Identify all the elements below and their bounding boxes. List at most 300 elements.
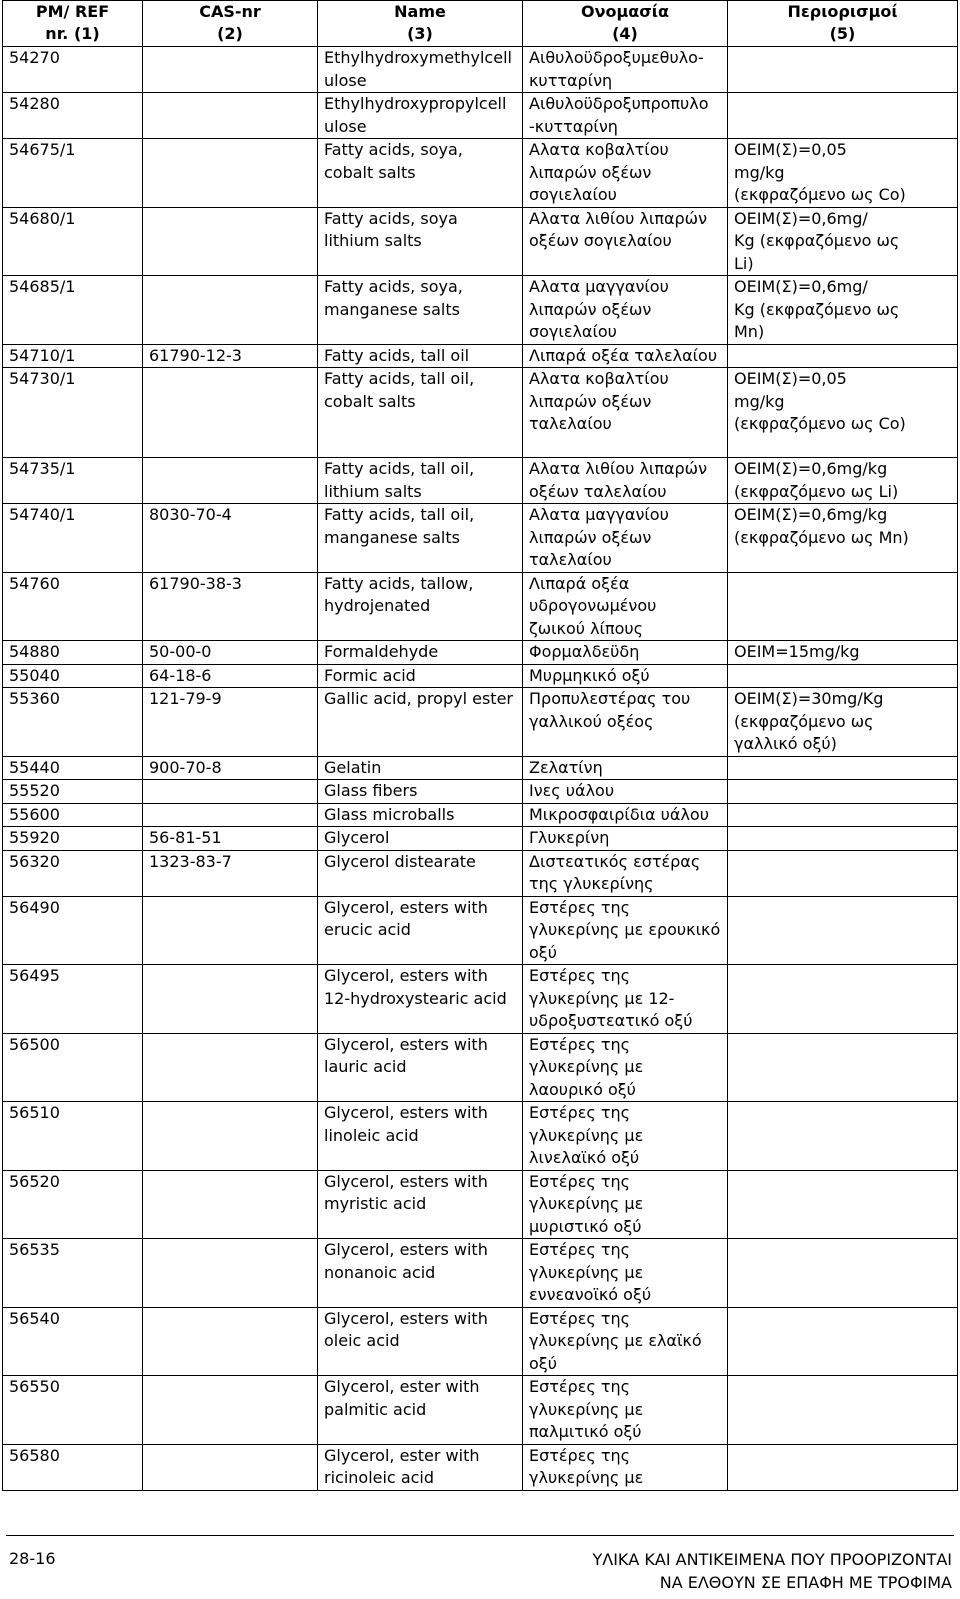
cell-ref [3,1307,143,1376]
cell-name [318,803,523,827]
cell-restriction [728,1376,958,1445]
cell-restriction [728,664,958,688]
cell-name [318,207,523,276]
cell-onomasia-line: ταλελαίου [529,414,612,433]
cell-onomasia-line: γλυκερίνης με [529,1194,644,1213]
cell-ref [3,139,143,208]
cell-restriction [728,1444,958,1490]
cell-cas [143,850,318,896]
cell-restriction [728,1170,958,1239]
cell-ref [3,458,143,504]
cell-restriction-line: γαλλικό οξύ) [734,734,837,753]
cell-cas [143,458,318,504]
cell-ref-line: 54675/1 [9,140,76,159]
cell-onomasia-line: γλυκερίνης με [529,1057,644,1076]
cell-onomasia [523,1307,728,1376]
cell-ref-line: 55520 [9,781,60,800]
cell-name-line: Glycerol, esters with [324,1171,488,1191]
cell-cas [143,780,318,804]
cell-name-line: Glass fibers [324,781,418,800]
cell-ref [3,572,143,641]
cell-name [318,850,523,896]
cell-onomasia-line: Αλατα μαγγανίου [529,277,669,296]
cell-name [318,47,523,93]
cell-cas [143,1033,318,1102]
header-name: Name (3) [318,1,523,47]
cell-name [318,641,523,665]
cell-name-line: ulose [324,70,367,90]
cell-name-line: hydrojenated [324,596,431,615]
table-row [3,965,958,1034]
cell-onomasia-line: Λιπαρά οξέα ταλελαίου [529,345,718,365]
cell-onomasia-line: γλυκερίνης με [529,1399,644,1419]
cell-onomasia-line: Αιθυλοϋδροξυπροπυλο [529,94,709,113]
cell-name-line: Glycerol, esters with [324,1034,488,1054]
cell-ref [3,1170,143,1239]
cell-onomasia-line: Ινες υάλου [529,781,615,800]
cell-ref-line: 56520 [9,1171,60,1191]
cell-restriction-line: Kg (εκφραζόμενο ως [734,299,900,319]
cell-ref-line: 56495 [9,966,60,985]
cell-ref [3,664,143,688]
cell-restriction [728,850,958,896]
cell-restriction-line: mg/kg [734,162,785,182]
cell-cas [143,93,318,139]
cell-restriction [728,756,958,780]
cell-restriction-line: ΟΕΙΜ=15mg/kg [734,642,860,661]
header-restrictions: Περιορισμοί (5) [728,1,958,47]
cell-name-line: Fatty acids, tallow, [324,573,474,593]
cell-name [318,458,523,504]
cell-ref-line: 54685/1 [9,277,76,296]
cell-onomasia-line: Εστέρες της [529,966,630,985]
cell-cas [143,139,318,208]
footer-title-line-1: ΥΛΙΚΑ ΚΑΙ ΑΝΤΙΚΕΙΜΕΝΑ ΠΟΥ ΠΡΟΟΡΙΖΟΝΤΑΙ [592,1550,952,1569]
cell-ref-line: 54740/1 [9,505,76,524]
cell-ref [3,207,143,276]
cell-restriction [728,1239,958,1308]
cell-onomasia-line: Εστέρες της [529,1308,630,1328]
cell-ref-line: 56500 [9,1034,60,1054]
cell-ref-line: 54710/1 [9,345,76,365]
cell-cas [143,803,318,827]
cell-cas [143,207,318,276]
table-row [3,93,958,139]
cell-restriction [728,139,958,208]
cell-restriction [728,47,958,93]
cell-name [318,1033,523,1102]
cell-name-line: Ethylhydroxymethylcell [324,48,512,67]
table-row [3,1239,958,1308]
cell-onomasia-line: Γλυκερίνη [529,828,610,847]
cell-name-line: manganese salts [324,527,460,547]
cell-cas-line: 61790-38-3 [149,573,242,593]
cell-onomasia-line: γαλλικού οξέος [529,711,654,731]
cell-restriction [728,1102,958,1171]
cell-restriction-line: ΟΕΙΜ(Σ)=0,6mg/kg [734,505,888,524]
cell-name [318,1102,523,1171]
cell-ref [3,827,143,851]
cell-ref [3,803,143,827]
cell-name-line: Gelatin [324,757,382,777]
cell-ref-line: 56540 [9,1308,60,1328]
cell-onomasia [523,688,728,757]
cell-cas [143,1376,318,1445]
cell-restriction [728,827,958,851]
cell-onomasia-line: Αλατα κοβαλτίου [529,140,669,159]
footer-divider [6,1535,954,1536]
cell-onomasia-line: Διστεατικός εστέρας [529,851,701,871]
cell-name-line: Glass microballs [324,804,455,824]
cell-ref [3,368,143,458]
cell-name-line: lithium salts [324,481,422,501]
cell-name-line: nonanoic acid [324,1262,436,1282]
table-row [3,139,958,208]
table-row [3,1170,958,1239]
cell-onomasia-line: Εστέρες της [529,1445,630,1465]
cell-name-line: 12-hydroxystearic acid [324,988,507,1008]
cell-ref-line: 56535 [9,1240,60,1259]
cell-onomasia-line: λιπαρών οξέων [529,299,652,319]
cell-ref-line: 56490 [9,897,60,917]
cell-restriction-line: Kg (εκφραζόμενο ως [734,231,900,250]
cell-onomasia [523,47,728,93]
table-row [3,688,958,757]
cell-restriction [728,780,958,804]
cell-name-line: myristic acid [324,1194,427,1213]
cell-name [318,780,523,804]
cell-ref [3,504,143,573]
cell-ref-line: 54880 [9,642,60,661]
cell-restriction [728,504,958,573]
cell-onomasia-line: Εστέρες της [529,1103,630,1122]
cell-ref-line: 54280 [9,94,60,113]
cell-onomasia [523,664,728,688]
cell-ref-line: 55440 [9,757,60,777]
cell-onomasia-line: Αλατα κοβαλτίου [529,369,669,388]
cell-restriction [728,276,958,345]
cell-ref [3,641,143,665]
table-header-row [3,1,958,47]
cell-onomasia-line: γλυκερίνης με 12- [529,988,675,1008]
cell-onomasia-line: γλυκερίνης με ερουκικό [529,920,721,939]
cell-name [318,1170,523,1239]
cell-restriction-line: ΟΕΙΜ(Σ)=0,6mg/kg [734,459,888,478]
cell-restriction [728,1033,958,1102]
cell-ref-line: 56580 [9,1445,60,1465]
cell-restriction-line: mg/kg [734,391,785,411]
table-row [3,1307,958,1376]
cell-onomasia [523,850,728,896]
cell-restriction-line: (εκφραζόμενο ως Co) [734,185,906,204]
cell-name-line: Fatty acids, tall oil [324,345,470,365]
cell-ref-line: 54760 [9,573,60,593]
cell-cas [143,368,318,458]
cell-ref-line: 56320 [9,851,60,871]
cell-onomasia-line: λαουρικό οξύ [529,1079,636,1099]
table-body [3,47,958,1491]
cell-restriction-line: (εκφραζόμενο ως Mn) [734,527,909,547]
cell-onomasia-line: γλυκερίνης με [529,1262,644,1282]
cell-onomasia [523,965,728,1034]
cell-cas [143,1444,318,1490]
cell-name-line: Glycerol, esters with [324,1103,488,1122]
cell-restriction-line: ΟΕΙΜ(Σ)=0,05 [734,140,847,159]
table-row [3,641,958,665]
cell-onomasia-line: οξύ [529,942,557,962]
header-ref: PM/ REF nr. (1) [3,1,143,47]
cell-onomasia [523,827,728,851]
cell-restriction-line: Mn) [734,322,765,341]
table-row [3,756,958,780]
cell-ref [3,1102,143,1171]
header-onomasia: Ονομασία (4) [523,1,728,47]
cell-onomasia [523,803,728,827]
cell-name [318,504,523,573]
cell-cas [143,504,318,573]
cell-restriction [728,1307,958,1376]
cell-ref-line: 56550 [9,1377,60,1396]
cell-cas-line: 56-81-51 [149,828,222,847]
cell-onomasia-line: Ζελατίνη [529,757,603,777]
cell-name [318,896,523,965]
cell-cas [143,756,318,780]
cell-onomasia-line: ταλελαίου [529,550,612,569]
cell-cas-line: 50-00-0 [149,642,212,661]
cell-onomasia [523,1033,728,1102]
cell-name [318,1376,523,1445]
cell-name-line: ulose [324,116,367,136]
cell-restriction [728,896,958,965]
cell-cas-line: 900-70-8 [149,757,222,777]
table-row [3,1444,958,1490]
cell-onomasia-line: Εστέρες της [529,1171,630,1191]
cell-name [318,965,523,1034]
cell-restriction [728,93,958,139]
cell-onomasia [523,1170,728,1239]
cell-name [318,344,523,368]
cell-name [318,1239,523,1308]
table-row [3,896,958,965]
cell-ref [3,896,143,965]
cell-onomasia [523,504,728,573]
cell-restriction-line: ΟΕΙΜ(Σ)=0,6mg/ [734,277,868,296]
cell-name-line: linoleic acid [324,1125,419,1145]
cell-cas [143,572,318,641]
cell-onomasia-line: γλυκερίνης με ελαϊκό [529,1331,702,1350]
cell-name-line: Glycerol, ester with [324,1445,480,1465]
cell-onomasia [523,780,728,804]
cell-name [318,276,523,345]
cell-onomasia [523,641,728,665]
cell-restriction [728,688,958,757]
cell-cas-line: 61790-12-3 [149,345,242,365]
cell-ref-line: 54735/1 [9,459,76,478]
cell-ref [3,1444,143,1490]
cell-onomasia-line: οξέων ταλελαίου [529,481,667,501]
cell-cas [143,1239,318,1308]
cell-restriction-line: (εκφραζόμενο ως Co) [734,414,906,433]
cell-onomasia [523,344,728,368]
cell-onomasia-line: οξέων σογιελαίου [529,231,672,250]
cell-name [318,688,523,757]
cell-onomasia-line: της γλυκερίνης [529,874,654,893]
cell-name-line: Fatty acids, soya, [324,277,463,296]
cell-name [318,756,523,780]
cell-name-line: lithium salts [324,231,422,250]
cell-onomasia-line: παλμιτικό οξύ [529,1422,642,1441]
cell-name-line: Glycerol [324,828,390,847]
table-row [3,1376,958,1445]
cell-onomasia-line: Αλατα λιθίου λιπαρών [529,208,707,228]
cell-restriction-line: (εκφραζόμενο ως Li) [734,481,899,501]
table-row [3,458,958,504]
cell-ref-line: 55040 [9,665,60,685]
cell-name [318,1444,523,1490]
cell-onomasia-line: σογιελαίου [529,322,617,341]
cell-onomasia-line: μυριστικό οξύ [529,1216,642,1236]
cell-ref [3,47,143,93]
cell-name-line: Gallic acid, propyl ester [324,689,513,708]
cell-name-line: cobalt salts [324,391,416,411]
cell-onomasia-line: κυτταρίνη [529,70,613,90]
cell-onomasia-line: Μικροσφαιρίδια υάλου [529,804,709,824]
cell-restriction [728,458,958,504]
cell-name-line: Fatty acids, tall oil, [324,505,475,524]
cell-name [318,1307,523,1376]
cell-name-line: Fatty acids, tall oil, [324,369,475,388]
cell-ref [3,850,143,896]
cell-onomasia [523,572,728,641]
table-row [3,1102,958,1171]
cell-onomasia-line: λινελαϊκό οξύ [529,1148,640,1167]
cell-name-line: Glycerol, esters with [324,1308,488,1328]
cell-restriction [728,965,958,1034]
cell-ref [3,1376,143,1445]
cell-restriction [728,641,958,665]
cell-restriction-line: ΟΕΙΜ(Σ)=0,05 [734,369,847,388]
cell-onomasia-line: σογιελαίου [529,185,617,204]
cell-onomasia-line: Εστέρες της [529,1034,630,1054]
page-number: 28-16 [9,1549,56,1568]
cell-onomasia-line: Αιθυλοϋδροξυμεθυλο- [529,48,704,67]
cell-ref-line: 54730/1 [9,369,76,388]
cell-name [318,572,523,641]
cell-onomasia-line: λιπαρών οξέων [529,527,652,547]
cell-onomasia [523,1444,728,1490]
cell-restriction [728,572,958,641]
cell-name-line: Glycerol, esters with [324,897,488,917]
cell-name-line: erucic acid [324,920,411,939]
cell-ref [3,965,143,1034]
cell-ref-line: 55600 [9,804,60,824]
cell-onomasia [523,93,728,139]
cell-restriction [728,344,958,368]
cell-ref [3,344,143,368]
cell-ref [3,1239,143,1308]
table-row [3,207,958,276]
cell-onomasia-line: -κυτταρίνη [529,116,618,136]
cell-name-line: Formaldehyde [324,642,439,661]
footer-title [592,1548,952,1594]
cell-name-line: manganese salts [324,299,460,319]
cell-onomasia-line: λιπαρών οξέων [529,162,652,182]
cell-restriction-line: (εκφραζόμενο ως [734,711,874,731]
cell-onomasia [523,458,728,504]
cell-onomasia [523,1102,728,1171]
cell-onomasia [523,1239,728,1308]
cell-name-line: palmitic acid [324,1399,427,1419]
cell-ref [3,1033,143,1102]
header-cas: CAS-nr (2) [143,1,318,47]
table-row [3,368,958,458]
cell-name [318,93,523,139]
table-row [3,572,958,641]
cell-name-line: cobalt salts [324,162,416,182]
cell-onomasia-line: Φορμαλδεϋδη [529,642,640,661]
cell-name-line: Glycerol, esters with [324,966,488,985]
cell-ref-line: 55360 [9,689,60,708]
table-row [3,827,958,851]
table-row [3,850,958,896]
cell-onomasia-line: ζωικού λίπους [529,618,644,638]
cell-ref [3,93,143,139]
cell-onomasia-line: Λιπαρά οξέα [529,573,630,593]
cell-name-line: Fatty acids, tall oil, [324,459,475,478]
cell-name-line: Glycerol, ester with [324,1377,480,1396]
cell-onomasia-line: εννεανοϊκό οξύ [529,1285,652,1304]
cell-cas-line: 8030-70-4 [149,505,232,524]
cell-restriction-line: ΟΕΙΜ(Σ)=0,6mg/ [734,208,868,228]
cell-onomasia-line: Εστέρες της [529,1377,630,1396]
cell-restriction [728,368,958,458]
cell-cas [143,641,318,665]
table-row [3,780,958,804]
cell-onomasia [523,1376,728,1445]
cell-name-line: lauric acid [324,1057,407,1076]
cell-name [318,827,523,851]
cell-onomasia-line: Προπυλεστέρας του [529,689,691,708]
cell-ref [3,756,143,780]
cell-name-line: Fatty acids, soya [324,208,458,228]
cell-onomasia [523,139,728,208]
footer-title-line-2: ΝΑ ΕΛΘΟΥΝ ΣΕ ΕΠΑΦΗ ΜΕ ΤΡΟΦΙΜΑ [659,1573,952,1592]
cell-name-line: Fatty acids, soya, [324,140,463,159]
cell-restriction-line: ΟΕΙΜ(Σ)=30mg/Kg [734,689,884,708]
cell-onomasia-line: γλυκερίνης με [529,1125,644,1145]
cell-ref-line: 56510 [9,1103,60,1122]
cell-name [318,139,523,208]
cell-ref-line: 54680/1 [9,208,76,228]
cell-name-line: oleic acid [324,1331,400,1350]
cell-name-line: Glycerol, esters with [324,1240,488,1259]
cell-cas-line: 64-18-6 [149,665,212,685]
cell-onomasia-line: υδροξυστεατικό οξύ [529,1011,693,1030]
cell-name-line: Formic acid [324,665,416,685]
table-row [3,803,958,827]
table-row [3,47,958,93]
cell-onomasia [523,207,728,276]
cell-onomasia-line: Μυρμηκικό οξύ [529,665,650,685]
cell-ref [3,780,143,804]
cell-onomasia-line: οξύ [529,1353,557,1373]
cell-onomasia [523,368,728,458]
cell-cas [143,965,318,1034]
cell-onomasia-line: γλυκερίνης με [529,1468,644,1487]
table-row [3,1033,958,1102]
cell-onomasia [523,896,728,965]
table-row [3,504,958,573]
